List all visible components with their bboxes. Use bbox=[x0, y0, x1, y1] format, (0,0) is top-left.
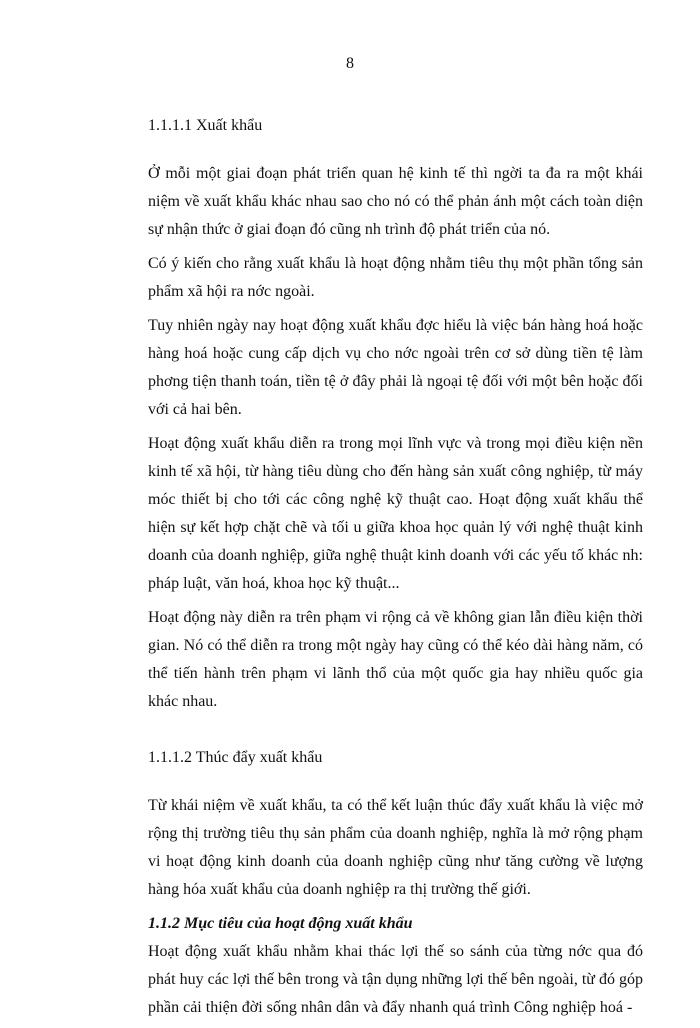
paragraph: Hoạt động xuất khẩu diễn ra trong mọi lĩnh vực và trong mọi điều kiện nền kinh tế xã hội, từ hàng tiêu dùng cho đến hàng sản xuất công nghiệp, từ máy móc thiết bị cho tới các công nghệ kỹ thuật cao. Hoạt động xuất khẩu thể hiện sự kết hợp chặt chẽ và tối u giữa khoa học quản lý với nghệ thuật kinh doanh của doanh nghiệp, giữa nghệ thuật kinh doanh với các yếu tố khác nh: pháp luật, văn hoá, khoa học kỹ thuật... bbox=[148, 435, 643, 592]
paragraph: Từ khái niệm về xuất khẩu, ta có thể kết luận thúc đẩy xuất khẩu là việc mở rộng thị trường tiêu thụ sản phẩm của doanh nghiệp, nghĩa là mở rộng phạm vi hoạt động kinh doanh của doanh nghiệp cũng như tăng cường về lượng hàng hóa xuất khẩu của doanh nghiệp ra thị trường thế giới. bbox=[148, 797, 643, 898]
paragraph: Hoạt động này diễn ra trên phạm vi rộng cả về không gian lẫn điều kiện thời gian. Nó có thể diễn ra trong một ngày hay cũng có thể kéo dài hàng năm, có thể tiến hành trên phạm vi lãnh thổ của một quốc gia hay nhiều quốc gia khác nhau. bbox=[148, 609, 643, 710]
page-number: 8 bbox=[346, 55, 354, 72]
paragraph: Ở mỗi một giai đoạn phát triển quan hệ kinh tế thì ngời ta đa ra một khái niệm về xuất khẩu khác nhau sao cho nó có thể phản ánh một cách toàn diện sự nhận thức ở giai đoạn đó cũng nh trình độ phát triển của nó. bbox=[148, 165, 643, 238]
heading-1-1-2: 1.1.2 Mục tiêu của hoạt động xuất khẩu bbox=[148, 915, 413, 932]
paragraph: Tuy nhiên ngày nay hoạt động xuất khẩu đợc hiểu là việc bán hàng hoá hoặc hàng hoá hoặc cung cấp dịch vụ cho nớc ngoài trên cơ sở dùng tiền tệ làm phơng tiện thanh toán, tiền tệ ở đây phải là ngoại tệ đối với một bên hoặc đối với cả hai bên. bbox=[148, 317, 643, 418]
page-content bbox=[148, 112, 643, 1028]
heading-1-1-1-1: 1.1.1.1 Xuất khẩu bbox=[148, 117, 263, 134]
heading-1-1-1-2: 1.1.1.2 Thúc đẩy xuất khẩu bbox=[148, 749, 323, 766]
paragraph: Có ý kiến cho rằng xuất khẩu là hoạt động nhằm tiêu thụ một phần tổng sản phẩm xã hội ra nớc ngoài. bbox=[148, 255, 643, 300]
paragraph: Hoạt động xuất khẩu nhằm khai thác lợi thế so sánh của từng nớc qua đó phát huy các lợi thế bên trong và tận dụng những lợi thế bên ngoài, từ đó góp phần cải thiện đời sống nhân dân và đẩy nhanh quá trình Công nghiệp hoá - bbox=[148, 943, 643, 1016]
